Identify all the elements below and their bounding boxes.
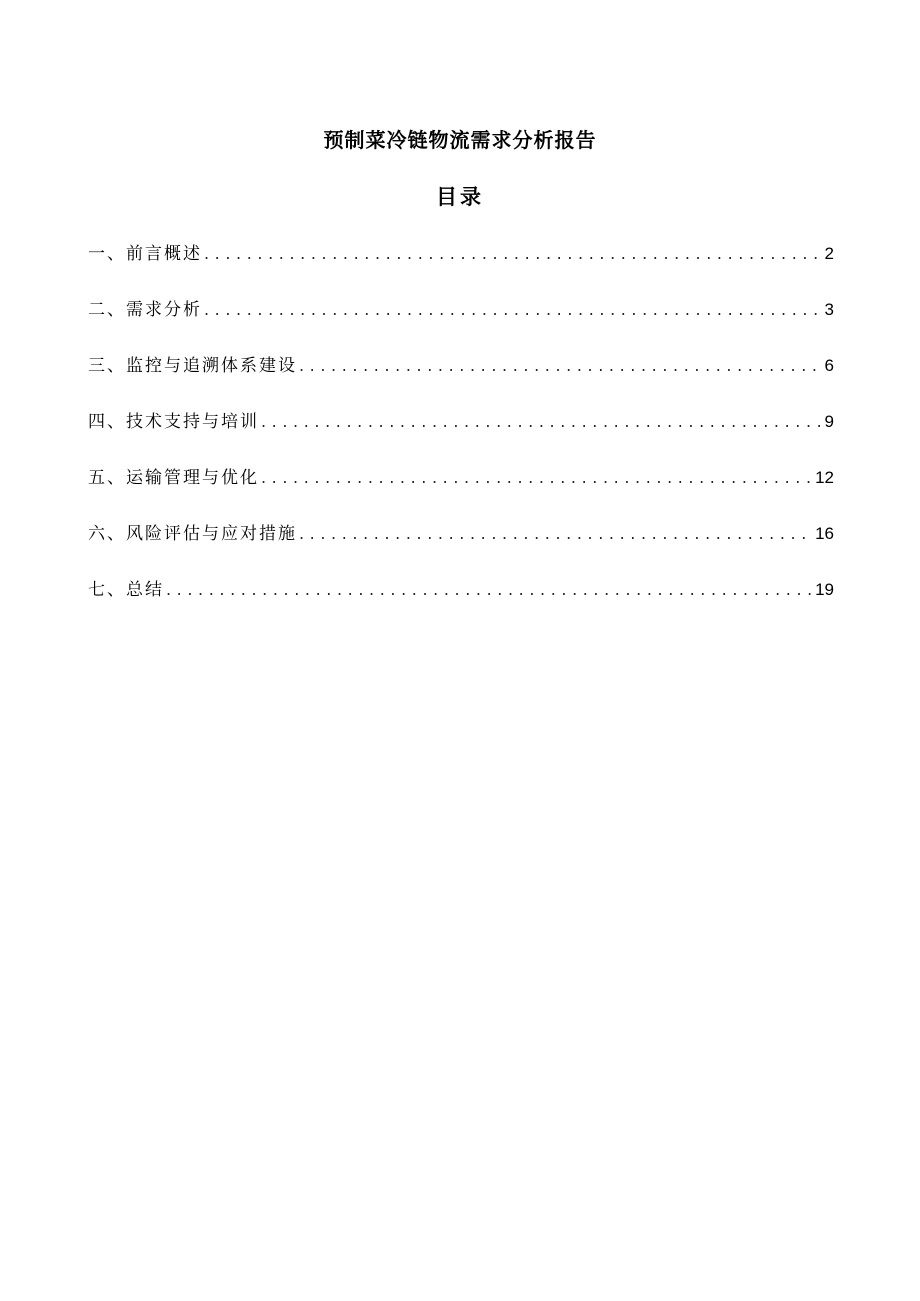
toc-dot-leader	[297, 350, 823, 382]
toc-entry-label: 五、运输管理与优化	[88, 468, 259, 488]
toc-entry-6[interactable]	[88, 518, 834, 574]
toc-entry-page: 6	[824, 356, 834, 375]
toc-entry-4[interactable]	[88, 406, 834, 462]
toc-dot-leader	[297, 518, 813, 550]
toc-entry-label: 七、总结	[88, 580, 164, 600]
toc-entry-page: 19	[815, 580, 834, 599]
table-of-contents	[88, 238, 834, 630]
toc-dot-leader	[164, 574, 813, 606]
toc-dot-leader	[202, 294, 823, 326]
toc-heading: 目录	[436, 185, 484, 209]
toc-entry-page: 16	[815, 524, 834, 543]
toc-entry-label: 六、风险评估与应对措施	[88, 524, 297, 544]
toc-entry-page: 9	[824, 412, 834, 431]
toc-entry-label: 一、前言概述	[88, 244, 202, 264]
toc-entry-label: 四、技术支持与培训	[88, 412, 259, 432]
toc-entry-page: 2	[824, 244, 834, 263]
toc-dot-leader	[259, 406, 823, 438]
toc-dot-leader	[202, 238, 823, 270]
toc-dot-leader	[259, 462, 813, 494]
toc-entry-5[interactable]	[88, 462, 834, 518]
toc-entry-label: 三、监控与追溯体系建设	[88, 356, 297, 376]
toc-entry-1[interactable]	[88, 238, 834, 294]
toc-entry-page: 3	[824, 300, 834, 319]
toc-entry-page: 12	[815, 468, 834, 487]
toc-entry-7[interactable]	[88, 574, 834, 630]
toc-entry-2[interactable]	[88, 294, 834, 350]
toc-entry-3[interactable]	[88, 350, 834, 406]
document-title: 预制菜冷链物流需求分析报告	[323, 128, 597, 152]
toc-entry-label: 二、需求分析	[88, 300, 202, 320]
